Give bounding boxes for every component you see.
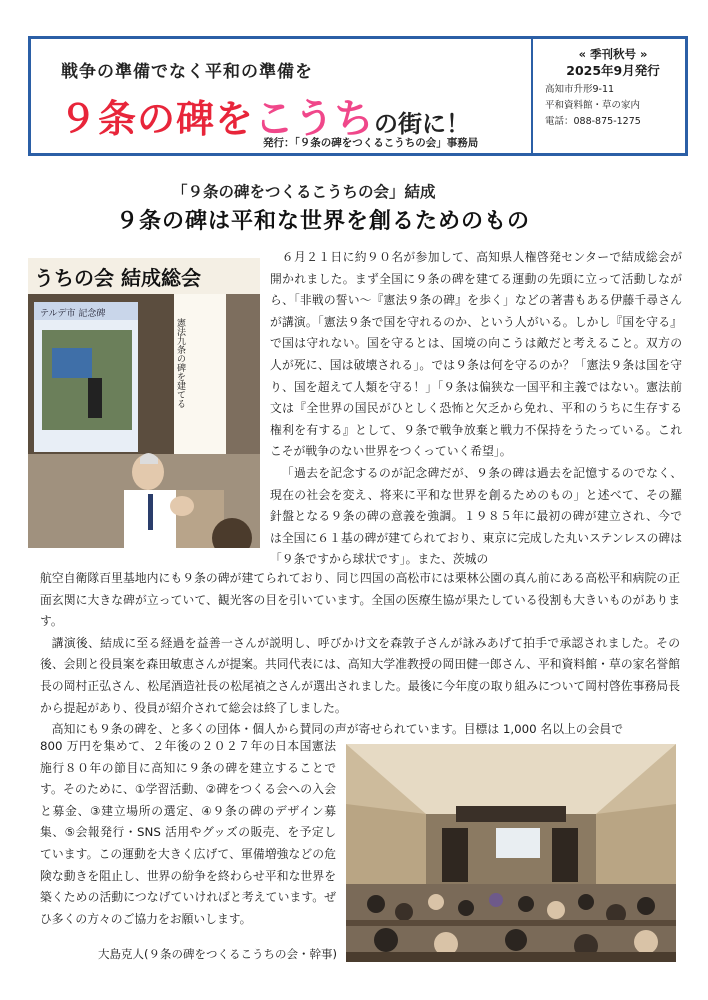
audience-photo-illustration — [346, 744, 676, 962]
banner-text: うちの会 結成総会 — [34, 266, 201, 290]
paragraph-2-continued: 航空自衛隊百里基地内にも９条の碑が建てられており、同じ四国の高松市には栗林公園の真ん前にある高松平和病院の正面玄関に大きな碑が立っていて、観光客の目を引いています。全国の医療生協が果たしている役割も大きいものがあります。 — [40, 571, 680, 629]
paragraph-1: ６月２１日に約９０名が参加して、高知県人権啓発センターで結成総会が開かれました。まず全国に９条の碑を建てる運動の先頭に立って活動しながら、「非戦の誓い～『憲法９条の碑』を歩く」などの著書もある伊藤千尋さんが講演。「憲法９条で国を守れるのか、という人がいる。しかし『国を守る』で国は守れない。国を守るとは、国境の向こうは敵だと考えること。双方の人が死に、国は破壊される」。では９条は何を守るのか？「憲法９条は国を守り、国を超えて人類を守る！」「９条は偏狭な一国平和主義ではない。憲法前文は『全世界の国民がひとしく恐怖と欠乏から免れ、平和のうちに生存する権利を有する』として、９条で戦争放棄と戦力不保持をうたっている。これこそが戦争のない世界をつくっていく希望」。 — [270, 250, 682, 459]
article-author: 大島克人(９条の碑をつくるこうちの会・幹事) — [98, 947, 337, 961]
title-part-1: ９条の碑を — [59, 97, 255, 141]
article-body-middle — [40, 568, 680, 741]
slide-text: テルデ市 記念碑 — [40, 309, 106, 319]
masthead-divider — [531, 39, 533, 153]
scroll-text: 憲法九条の碑を建てる — [175, 318, 185, 408]
article-body-top — [270, 247, 682, 571]
masthead — [28, 36, 688, 156]
title-part-2: こうち — [254, 96, 375, 142]
article-kicker: 「９条の碑をつくるこうちの会」結成 — [172, 183, 436, 201]
audience-photo — [346, 744, 676, 962]
article-headline: ９条の碑は平和な世界を創るためのもの — [116, 209, 531, 234]
title-part-3: の — [374, 110, 399, 138]
issue-phone: 電話：088-875-1275 — [545, 116, 641, 127]
issue-box — [543, 47, 683, 130]
issue-date: 2025年9月発行 — [566, 63, 660, 78]
publisher-line: 発行：「９条の碑をつくるこうちの会」事務局 — [263, 137, 479, 149]
lecture-photo-illustration — [28, 258, 260, 548]
paragraph-4-start: 高知にも９条の碑を、と多くの団体・個人から賛同の声が寄せられています。目標は 1,000 名以上の会員で — [51, 722, 623, 737]
paragraph-2: 「過去を記念するのが記念碑だが、９条の碑は過去を記憶するのでなく、現在の社会を変え、将来に平和な世界を創るためのもの」と述べて、その羅針盤となる９条の碑の意義を強調。１９８５年に最初の碑が建立され、今では全国に６１基の碑が建てられており、東京に完成した丸いステンレスの碑は「９条ですから球状です」。また、茨城の — [270, 465, 682, 567]
article-body-bottom — [40, 736, 336, 930]
lecture-photo — [28, 258, 260, 548]
paragraph-3: 講演後、結成に至る経過を益善一さんが説明し、呼びかけ文を森敦子さんが詠みあげて拍手で承認されました。その後、会則と役員案を森田敏恵さんが提案。共同代表には、高知大学准教授の岡田健一郎さん、平和資料館・草の家名誉館長の岡村正弘さん、松尾酒造社長の松尾禎之さんが選出されました。最後に今年度の取り組みについて岡村啓佐事務局長から提起があり、役員が紹介されて総会は終了しました。 — [40, 635, 680, 715]
masthead-tagline: 戦争の準備でなく平和の準備を — [61, 62, 313, 82]
title-part-4: 街に！ — [398, 110, 471, 138]
paragraph-4-continued: 800 万円を集めて、２年後の２０２７年の日本国憲法施行８０年の節目に高知に９条の碑を建立することです。そのために、①学習活動、②碑をつくる会への入会と募金、③建立場所の選定、④９条の碑のデザイン募集、⑤会報発行・SNS 活用やグッズの販売、を予定しています。この運動を大きく広げて、軍備増強などの危険な動きを阻止し、世界の紛争を終わらせ平和な世界を築くための活動につなげていければと考えています。ぜひ多くの方々のご協力をお願いします。 — [40, 739, 336, 926]
issue-season: « 季刊秋号 » — [578, 47, 648, 61]
issue-org: 平和資料館・草の家内 — [545, 100, 641, 111]
issue-address: 高知市升形9-11 — [545, 84, 615, 95]
